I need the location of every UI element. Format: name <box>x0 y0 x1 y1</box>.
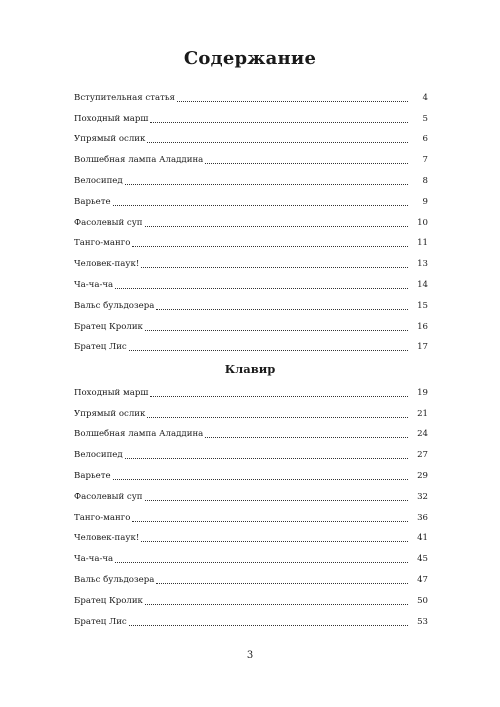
dot-leader <box>147 141 408 143</box>
klavir-list <box>74 378 428 628</box>
toc-entry <box>74 565 428 586</box>
toc-entry <box>74 312 428 333</box>
toc-entry-page: 8 <box>422 175 428 186</box>
toc-entry-page: 50 <box>417 595 428 606</box>
toc-entry-page: 47 <box>417 574 428 585</box>
dot-leader <box>177 100 408 102</box>
toc-entry <box>74 503 428 524</box>
dot-leader <box>150 121 408 123</box>
toc-entry-title: Упрямый ослик <box>74 134 146 145</box>
toc-entry <box>74 208 428 229</box>
toc-entry-page: 36 <box>417 512 428 523</box>
toc-entry-title: Вальс бульдозера <box>74 300 155 311</box>
toc-entry-title: Фасолевый суп <box>74 491 143 502</box>
toc-entry-title: Вальс бульдозера <box>74 574 155 585</box>
toc-entry <box>74 440 428 461</box>
toc-entry-page: 16 <box>417 321 428 332</box>
toc-entry-page: 4 <box>422 92 428 103</box>
toc-entry-title: Походный марш <box>74 113 149 124</box>
toc-entry-title: Братец Лис <box>74 342 127 353</box>
dot-leader <box>156 308 408 310</box>
dot-leader <box>145 499 408 501</box>
toc-entry-title: Волшебная лампа Аладдина <box>74 429 204 440</box>
toc-entry <box>74 229 428 250</box>
dot-leader <box>141 540 408 542</box>
dot-leader <box>125 183 408 185</box>
dot-leader <box>145 225 408 227</box>
toc-entry-title: Танго-манго <box>74 512 131 523</box>
dot-leader <box>113 204 408 206</box>
toc-entry <box>74 291 428 312</box>
toc-entry <box>74 378 428 399</box>
toc-entry-title: Человек-паук! <box>74 259 140 270</box>
toc-entry <box>74 399 428 420</box>
dot-leader <box>129 349 408 351</box>
dot-leader <box>145 603 408 605</box>
dot-leader <box>141 266 408 268</box>
toc-entry <box>74 482 428 503</box>
toc-entry-title: Человек-паук! <box>74 533 140 544</box>
dot-leader <box>205 436 408 438</box>
toc-entry-title: Упрямый ослик <box>74 408 146 419</box>
toc-entry-title: Ча-ча-ча <box>74 554 114 565</box>
toc-entry-page: 11 <box>417 238 428 249</box>
toc-entry <box>74 125 428 146</box>
toc-entry-page: 53 <box>417 616 428 627</box>
page-number: 3 <box>246 650 254 661</box>
toc-entry <box>74 524 428 545</box>
toc-entry <box>74 270 428 291</box>
toc-entry-page: 7 <box>422 155 428 166</box>
toc-entry-title: Братец Лис <box>74 616 127 627</box>
toc-entry-page: 14 <box>417 279 428 290</box>
dot-leader <box>115 287 408 289</box>
dot-leader <box>125 457 408 459</box>
toc-entry-page: 45 <box>417 554 428 565</box>
toc-entry-page: 6 <box>422 134 428 145</box>
toc-entry-title: Варьете <box>74 470 111 481</box>
dot-leader <box>147 416 408 418</box>
toc-entry-page: 17 <box>417 342 428 353</box>
toc-entry-page: 15 <box>417 300 428 311</box>
dot-leader <box>150 395 408 397</box>
toc-entry-title: Братец Кролик <box>74 595 143 606</box>
toc-entry-page: 27 <box>417 450 428 461</box>
toc-entry-page: 41 <box>417 533 428 544</box>
dot-leader <box>132 245 408 247</box>
toc-entry <box>74 607 428 628</box>
toc-entry-title: Велосипед <box>74 175 123 186</box>
toc-entry-title: Походный марш <box>74 387 149 398</box>
dot-leader <box>145 329 408 331</box>
toc-entry <box>74 104 428 125</box>
toc-entry <box>74 187 428 208</box>
dot-leader <box>129 624 408 626</box>
toc-entry-title: Ча-ча-ча <box>74 279 114 290</box>
toc-entry <box>74 544 428 565</box>
toc-entry-page: 9 <box>422 196 428 207</box>
toc-entry-page: 5 <box>422 113 428 124</box>
toc-entry <box>74 83 428 104</box>
toc-entry-title: Велосипед <box>74 450 123 461</box>
toc-entry <box>74 420 428 441</box>
page-title: Содержание <box>183 48 317 69</box>
toc-entry-page: 32 <box>417 491 428 502</box>
toc-entry-title: Братец Кролик <box>74 321 143 332</box>
toc-entry <box>74 249 428 270</box>
toc-entry <box>74 333 428 354</box>
toc-entry <box>74 145 428 166</box>
toc-entry <box>74 166 428 187</box>
toc-entry-title: Танго-манго <box>74 238 131 249</box>
dot-leader <box>156 582 408 584</box>
toc-entry-title: Вступительная статья <box>74 92 175 103</box>
section-title: Клавир <box>224 362 276 376</box>
dot-leader <box>132 520 408 522</box>
toc-entry-page: 21 <box>417 408 428 419</box>
toc-entry-title: Волшебная лампа Аладдина <box>74 155 204 166</box>
toc-entry-page: 13 <box>417 259 428 270</box>
toc-entry-title: Фасолевый суп <box>74 217 143 228</box>
dot-leader <box>113 478 408 480</box>
toc-entry-page: 10 <box>417 217 428 228</box>
dot-leader <box>205 162 408 164</box>
toc-entry-page: 29 <box>417 470 428 481</box>
toc-entry-title: Варьете <box>74 196 111 207</box>
toc-entry <box>74 586 428 607</box>
toc-entry-page: 24 <box>417 429 428 440</box>
toc-entry-page: 19 <box>417 387 428 398</box>
dot-leader <box>115 561 408 563</box>
toc-entry <box>74 461 428 482</box>
contents-list <box>74 83 428 353</box>
